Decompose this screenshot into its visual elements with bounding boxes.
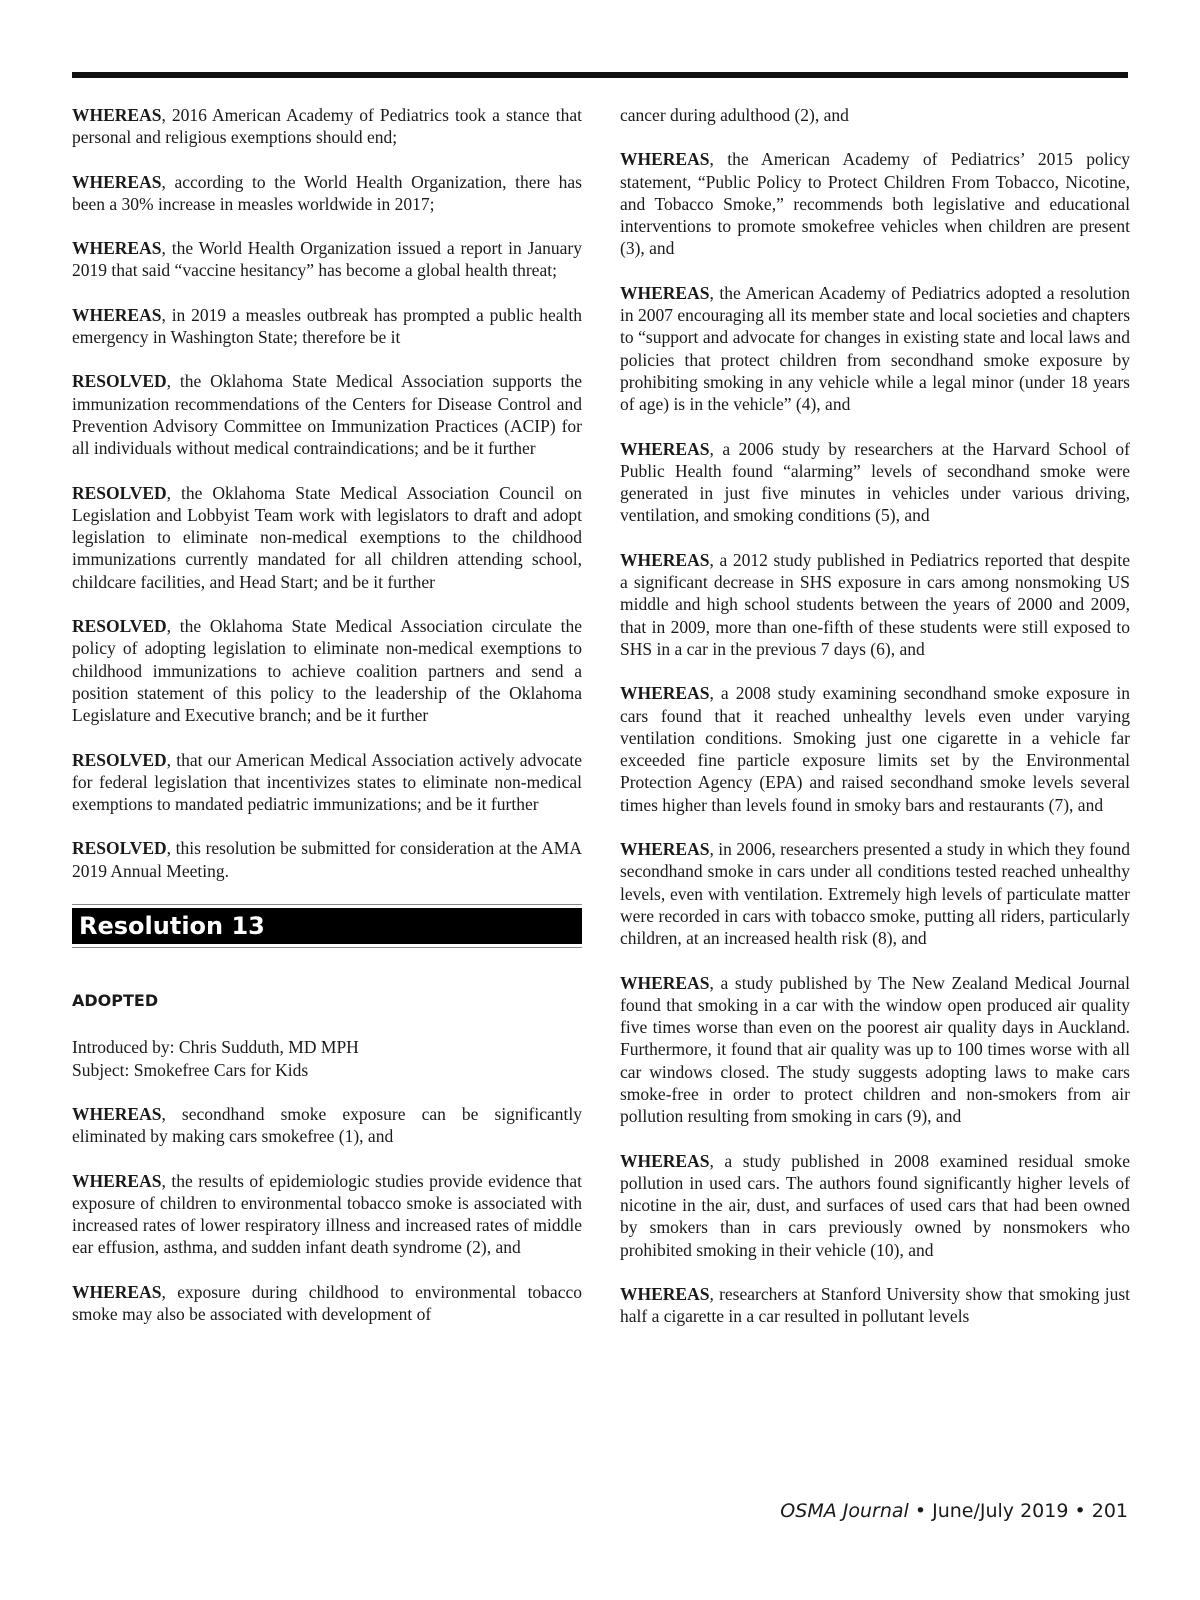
- paragraph: [620, 1283, 1130, 1328]
- issue-date: June/July 2019: [932, 1500, 1069, 1522]
- paragraph: [620, 972, 1130, 1128]
- paragraph-text: , the American Academy of Pediatrics’ 2015 policy statement, “Public Policy to Protect Children From Tobacco, Nicotine, and Tobacco Smoke,” recommends both legislative and educational interventions to promote smokefree vehicles when children are present (3), and: [620, 149, 1130, 259]
- paragraph: [620, 838, 1130, 949]
- introduced-by: Introduced by: Chris Sudduth, MD MPH: [72, 1037, 359, 1058]
- paragraph: [72, 615, 582, 726]
- paragraph: [72, 749, 582, 816]
- footer-separator: •: [1068, 1500, 1092, 1522]
- paragraph: [72, 304, 582, 349]
- paragraph-keyword: WHEREAS: [620, 839, 710, 860]
- paragraph-text: , in 2006, researchers presented a study in which they found secondhand smoke in cars under all conditions tested reached unhealthy levels, even with ventilation. Extremely high levels of particulate matter were recorded in cars with tobacco smoke, putting all riders, particularly children, at an increased health risk (8), and: [620, 839, 1130, 949]
- paragraph-text: , the results of epidemiologic studies provide evidence that exposure of children to environmental tobacco smoke is associated with increased rates of lower respiratory illness and increased rates of middle ear effusion, asthma, and sudden infant death syndrome (2), and: [72, 1170, 582, 1258]
- paragraph-keyword: WHEREAS: [620, 149, 710, 170]
- paragraph: [72, 171, 582, 216]
- paragraph-text: , the World Health Organization issued a report in January 2019 that said “vaccine hesitancy” has become a global health threat;: [72, 238, 582, 281]
- paragraph-text: , the Oklahoma State Medical Association Council on Legislation and Lobbyist Team work with legislators to draft and adopt legislation to eliminate non-medical exemptions to the childhood immunizations currently mandated for all children attending school, childcare facilities, and Head Start; and be it further: [72, 482, 582, 592]
- paragraph: [620, 282, 1130, 416]
- paragraph: [620, 549, 1130, 660]
- paragraph-keyword: WHEREAS: [72, 171, 162, 192]
- paragraph: [72, 370, 582, 459]
- paragraph: [620, 682, 1130, 816]
- continuation-text: cancer during adulthood (2), and: [620, 105, 849, 125]
- paragraph-keyword: WHEREAS: [620, 1284, 710, 1305]
- paragraph: [620, 1150, 1130, 1261]
- paragraph: [72, 1170, 582, 1259]
- paragraph-keyword: RESOLVED: [72, 482, 167, 503]
- paragraph-text: , the Oklahoma State Medical Association circulate the policy of adopting legislation to eliminate non-medical exemptions to childhood immunizations to achieve coalition partners and send a position statement of this policy to the leadership of the Oklahoma Legislature and Executive branch; and be it further: [72, 616, 582, 726]
- footer-separator: •: [908, 1500, 933, 1522]
- paragraph-keyword: WHEREAS: [72, 304, 162, 325]
- top-rule: [72, 72, 1128, 78]
- paragraph-text: , a study published in 2008 examined residual smoke pollution in used cars. The authors found significantly higher levels of nicotine in the air, dust, and surfaces of used cars that had been owned by smokers than in cars previously owned by nonsmokers who prohibited smoking in their vehicle (10), and: [620, 1150, 1130, 1260]
- paragraph-keyword: WHEREAS: [620, 282, 710, 303]
- resolution-header: [72, 904, 582, 948]
- left-paragraphs: [72, 104, 582, 882]
- status-label: ADOPTED: [72, 991, 159, 1011]
- subject: Subject: Smokefree Cars for Kids: [72, 1059, 309, 1080]
- paragraph-keyword: WHEREAS: [620, 683, 710, 704]
- left-paragraphs-2: [72, 1103, 582, 1325]
- page-number: 201: [1091, 1500, 1128, 1522]
- paragraph-keyword: WHEREAS: [620, 972, 710, 993]
- paragraph: [620, 148, 1130, 259]
- paragraph-keyword: RESOLVED: [72, 838, 167, 859]
- paragraph-text: , researchers at Stanford University show that smoking just half a cigarette in a car resulted in pollutant levels: [620, 1284, 1130, 1327]
- paragraph-text: , this resolution be submitted for consideration at the AMA 2019 Annual Meeting.: [72, 838, 582, 881]
- page-footer: [780, 1500, 1128, 1522]
- right-paragraphs: [620, 148, 1130, 1327]
- paragraph-text: , secondhand smoke exposure can be significantly eliminated by making cars smokefree (1), and: [72, 1103, 582, 1147]
- paragraph-keyword: RESOLVED: [72, 749, 167, 770]
- paragraph-text: , a 2006 study by researchers at the Harvard School of Public Health found “alarming” levels of secondhand smoke were generated in just five minutes in vehicles under various driving, ventilation, and smoking conditions (5), and: [620, 438, 1130, 526]
- paragraph-text: , a 2012 study published in Pediatrics reported that despite a significant decrease in SHS exposure in cars among nonsmoking US middle and high school students between the years of 2000 and 2009, that in 2009, more than one-fifth of these students were still exposed to SHS in a car in the previous 7 days (6), and: [620, 549, 1130, 659]
- paragraph-keyword: WHEREAS: [72, 1170, 162, 1191]
- right-column: [620, 104, 1130, 1350]
- paragraph-text: , that our American Medical Association actively advocate for federal legislation that incentivizes states to eliminate non-medical exemptions to mandated pediatric immunizations; and be it further: [72, 749, 582, 815]
- paragraph: [72, 482, 582, 593]
- left-column: [72, 104, 582, 1347]
- paragraph-keyword: RESOLVED: [72, 616, 167, 637]
- paragraph-keyword: RESOLVED: [72, 371, 167, 392]
- paragraph-keyword: WHEREAS: [620, 438, 710, 459]
- paragraph-keyword: WHEREAS: [72, 238, 162, 259]
- paragraph-text: , in 2019 a measles outbreak has prompted a public health emergency in Washington State; therefore be it: [72, 304, 582, 348]
- paragraph-text: , exposure during childhood to environmental tobacco smoke may also be associated with development of: [72, 1281, 582, 1324]
- paragraph: [72, 237, 582, 282]
- journal-name: OSMA Journal: [780, 1500, 909, 1522]
- paragraph-text: , the Oklahoma State Medical Association supports the immunization recommendations of the Centers for Disease Control and Prevention Advisory Committee on Immunization Practices (ACIP) for all individuals without medical contraindications; and be it further: [72, 371, 582, 459]
- resolution-intro: [72, 1036, 582, 1081]
- paragraph-text: , a study published by The New Zealand Medical Journal found that smoking in a car with the window open produced air quality five times worse than even on the poorest air quality days in Auckland. Furthermore, it found that air quality was up to 100 times worse with all car windows closed. The study suggests adopting laws to make cars smoke-free in order to protect children and non-smokers from air pollution resulting from smoking in cars (9), and: [620, 972, 1130, 1127]
- paragraph: [72, 1281, 582, 1326]
- paragraph: [72, 1103, 582, 1148]
- paragraph-text: , a 2008 study examining secondhand smoke exposure in cars found that it reached unhealthy levels even under varying ventilation conditions. Smoking just one cigarette in a vehicle far exceeded fine particle exposure limits set by the Environmental Protection Agency (EPA) and raised secondhand smoke levels several times higher than levels found in smoky bars and restaurants (7), and: [620, 683, 1130, 815]
- paragraph: [620, 438, 1130, 527]
- paragraph-text: , 2016 American Academy of Pediatrics took a stance that personal and religious exemptions should end;: [72, 105, 582, 148]
- paragraph-text: , the American Academy of Pediatrics adopted a resolution in 2007 encouraging all its member state and local societies and chapters to “support and advocate for changes in existing state and local laws and policies that protect children from secondhand smoke exposure by prohibiting smoking in any vehicle while a legal minor (under 18 years of age) is in the vehicle” (4), and: [620, 282, 1130, 415]
- paragraph-text: , according to the World Health Organization, there has been a 30% increase in measles worldwide in 2017;: [72, 171, 582, 214]
- paragraph-keyword: WHEREAS: [620, 1150, 710, 1171]
- paragraph-keyword: WHEREAS: [72, 105, 162, 125]
- paragraph-keyword: WHEREAS: [72, 1281, 162, 1302]
- paragraph-keyword: WHEREAS: [72, 1103, 162, 1124]
- paragraph: [72, 104, 582, 149]
- paragraph: [72, 837, 582, 882]
- paragraph-keyword: WHEREAS: [620, 549, 710, 570]
- resolution-title: Resolution 13: [72, 908, 582, 944]
